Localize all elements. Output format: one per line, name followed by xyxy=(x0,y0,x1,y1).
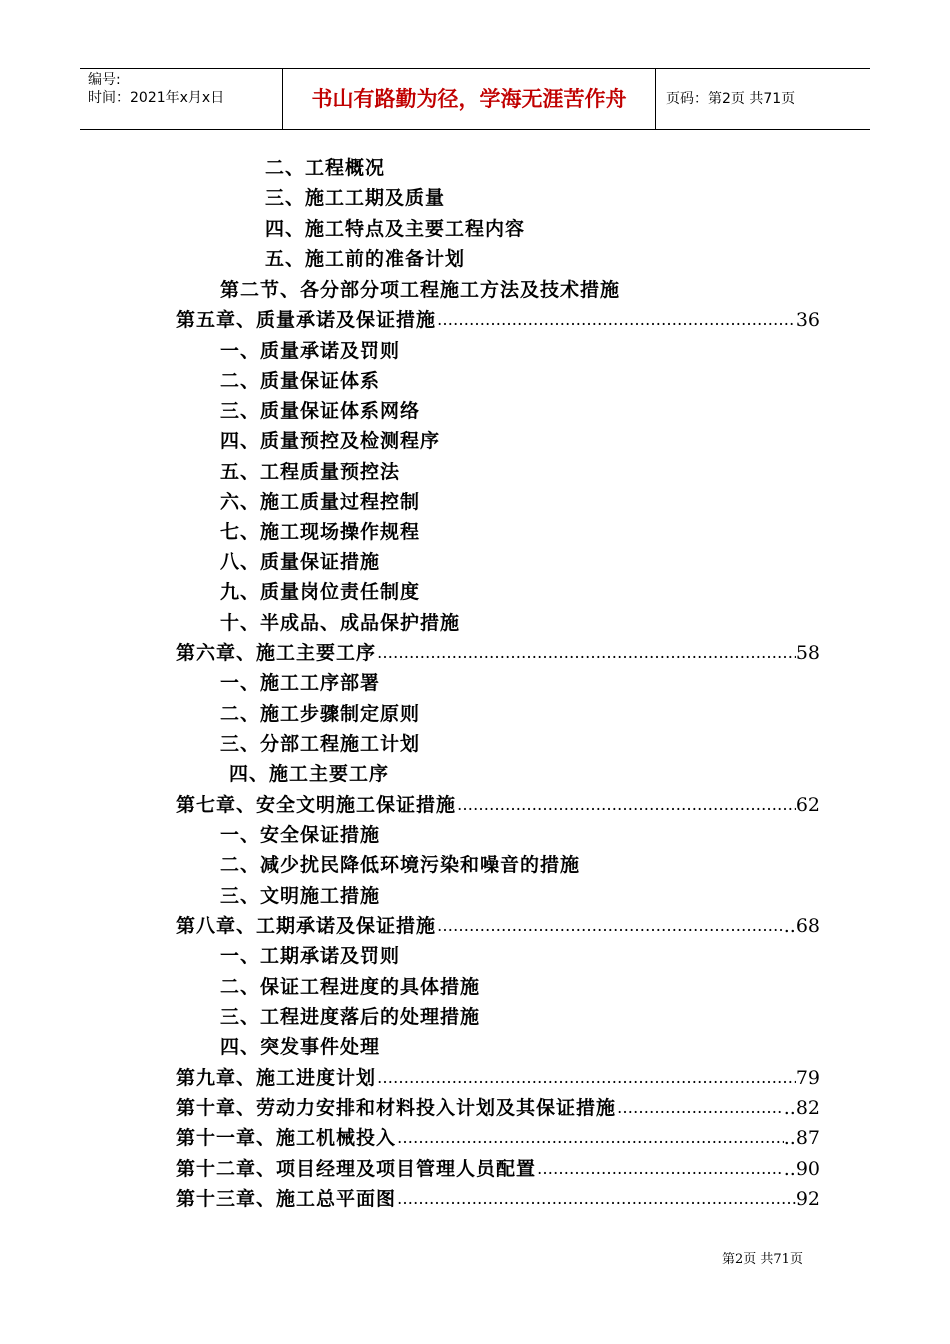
toc-chapter-6[interactable] xyxy=(176,638,820,668)
serial-label: 编号: xyxy=(88,72,121,88)
leader-dots xyxy=(536,1154,784,1184)
toc-item[interactable]: 三、分部工程施工计划 xyxy=(220,733,421,755)
leader-dots xyxy=(436,911,784,941)
leader-dots xyxy=(376,638,796,668)
toc-item[interactable]: 一、安全保证措施 xyxy=(220,824,381,846)
leader-dots xyxy=(456,790,796,820)
toc-chapter-13[interactable] xyxy=(176,1184,820,1214)
toc-section[interactable]: 第二节、各分部分项工程施工方法及技术措施 xyxy=(220,279,621,301)
toc-item[interactable]: 二、保证工程进度的具体措施 xyxy=(220,976,481,998)
chapter-page: ..68 xyxy=(783,915,820,937)
toc-item[interactable]: 八、质量保证措施 xyxy=(220,551,381,573)
toc-item[interactable]: 一、质量承诺及罚则 xyxy=(220,340,401,362)
leader-dots xyxy=(436,305,796,335)
toc-chapter-8[interactable] xyxy=(176,911,820,941)
chapter-page: 92 xyxy=(795,1188,820,1210)
leader-dots xyxy=(396,1123,784,1153)
chapter-title: 第八章、工期承诺及保证措施 xyxy=(176,915,437,937)
chapter-page: 58 xyxy=(795,642,820,664)
toc-item[interactable]: 三、工程进度落后的处理措施 xyxy=(220,1006,481,1028)
chapter-title: 第十章、劳动力安排和材料投入计划及其保证措施 xyxy=(176,1097,617,1119)
toc-item[interactable]: 三、文明施工措施 xyxy=(220,885,381,907)
leader-dots xyxy=(396,1184,796,1214)
toc-chapter-7[interactable] xyxy=(176,790,820,820)
toc-item[interactable]: 九、质量岗位责任制度 xyxy=(220,581,421,603)
chapter-page: 62 xyxy=(795,794,820,816)
chapter-page: ..87 xyxy=(783,1127,820,1149)
toc-chapter-11[interactable] xyxy=(176,1123,820,1153)
header-meta xyxy=(80,69,282,129)
footer-page-info: 第2页 共71页 xyxy=(722,1252,803,1267)
header-motto: 书山有路勤为径，学海无涯苦作舟 xyxy=(282,69,656,129)
page-header xyxy=(80,68,870,130)
toc-item[interactable]: 二、减少扰民降低环境污染和噪音的措施 xyxy=(220,854,581,876)
time-label: 时间：2021年x月x日 xyxy=(88,90,225,106)
toc-item[interactable]: 二、质量保证体系 xyxy=(220,370,381,392)
chapter-title: 第十二章、项目经理及项目管理人员配置 xyxy=(176,1158,537,1180)
toc-chapter-9[interactable] xyxy=(176,1063,820,1093)
header-page-info: 页码：第2页 共71页 xyxy=(666,91,796,107)
toc-item[interactable]: 六、施工质量过程控制 xyxy=(220,491,421,513)
chapter-page: ..82 xyxy=(783,1097,820,1119)
toc-chapter-5[interactable] xyxy=(176,305,820,335)
toc-item[interactable]: 三、施工工期及质量 xyxy=(265,187,446,209)
toc-item[interactable]: 二、施工步骤制定原则 xyxy=(220,703,421,725)
chapter-title: 第十三章、施工总平面图 xyxy=(176,1188,397,1210)
toc-item[interactable]: 三、质量保证体系网络 xyxy=(220,400,421,422)
toc-item[interactable]: 四、施工主要工序 xyxy=(229,763,390,785)
toc-item[interactable]: 二、工程概况 xyxy=(265,157,386,179)
chapter-page: 36 xyxy=(795,309,820,331)
toc-item[interactable]: 一、工期承诺及罚则 xyxy=(220,945,401,967)
toc-item[interactable]: 四、质量预控及检测程序 xyxy=(220,430,441,452)
chapter-title: 第六章、施工主要工序 xyxy=(176,642,377,664)
chapter-page: 79 xyxy=(795,1067,820,1089)
toc-item[interactable]: 一、施工工序部署 xyxy=(220,672,381,694)
leader-dots xyxy=(376,1063,796,1093)
toc-chapter-12[interactable] xyxy=(176,1154,820,1184)
toc-chapter-10[interactable] xyxy=(176,1093,820,1123)
chapter-page: ..90 xyxy=(783,1158,820,1180)
chapter-title: 第七章、安全文明施工保证措施 xyxy=(176,794,457,816)
chapter-title: 第九章、施工进度计划 xyxy=(176,1067,377,1089)
leader-dots xyxy=(616,1093,784,1123)
toc-item[interactable]: 四、突发事件处理 xyxy=(220,1036,381,1058)
toc-item[interactable]: 五、施工前的准备计划 xyxy=(265,248,466,270)
toc-item[interactable]: 五、工程质量预控法 xyxy=(220,461,401,483)
chapter-title: 第十一章、施工机械投入 xyxy=(176,1127,397,1149)
toc-item[interactable]: 七、施工现场操作规程 xyxy=(220,521,421,543)
toc-item[interactable]: 十、半成品、成品保护措施 xyxy=(220,612,461,634)
chapter-title: 第五章、质量承诺及保证措施 xyxy=(176,309,437,331)
toc-item[interactable]: 四、施工特点及主要工程内容 xyxy=(265,218,526,240)
